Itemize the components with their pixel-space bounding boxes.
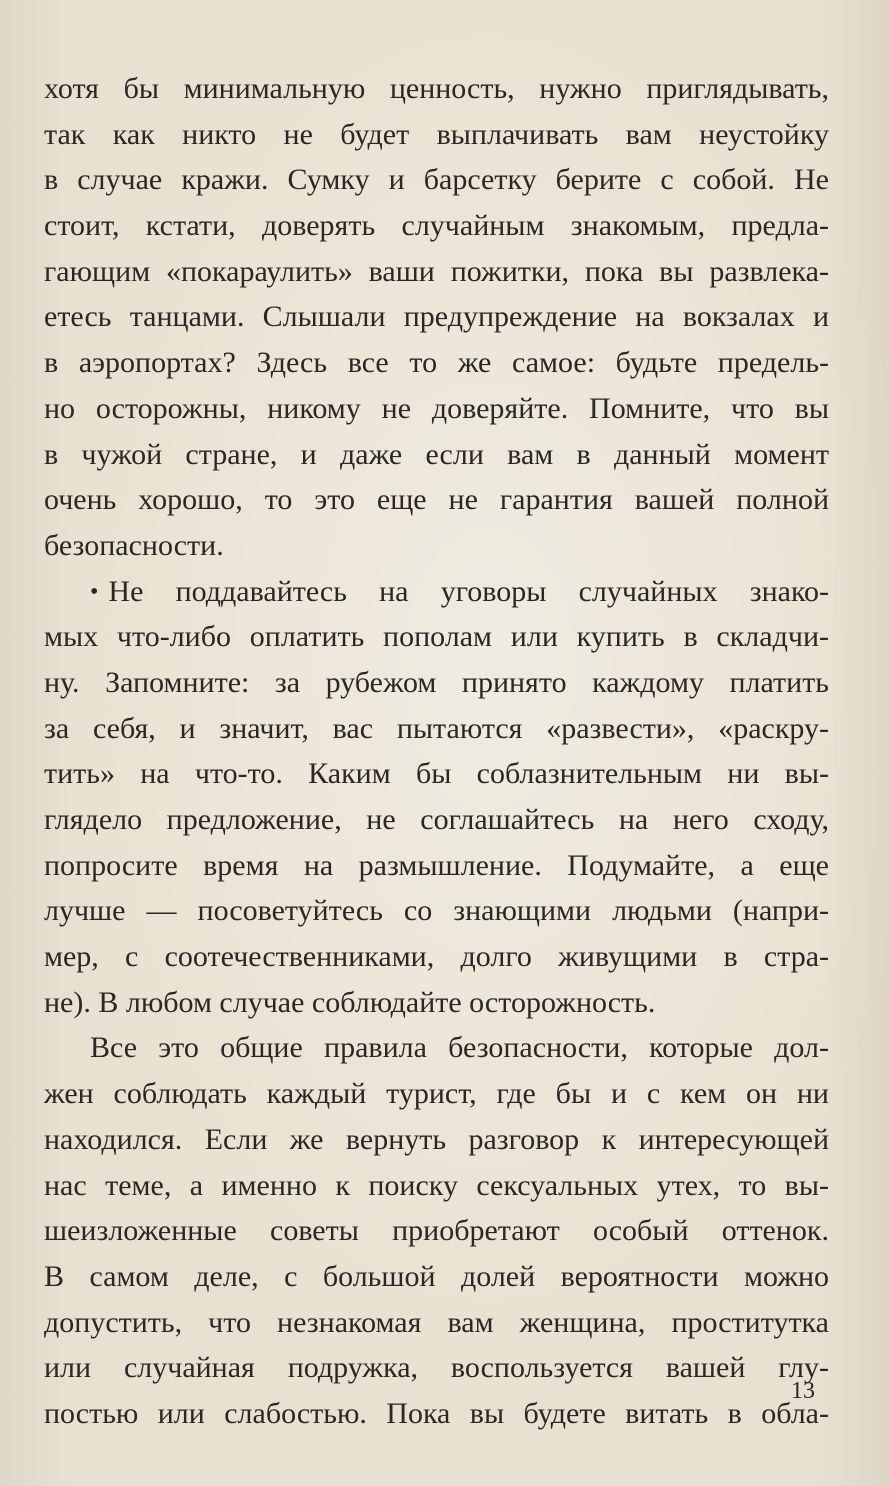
- text-line: шеизложенные советы приобретают особый оттенок.: [44, 1214, 829, 1248]
- text-line: так как никто не будет выплачивать вам неустойку: [44, 117, 829, 151]
- page-number: 13: [791, 1378, 815, 1404]
- text-line: в случае кражи. Сумку и барсетку берите с собой. Не: [44, 163, 829, 197]
- text-line: В самом деле, с большой долей вероятности можно: [44, 1259, 829, 1293]
- text-line: в аэропортах? Здесь все то же самое: будьте предель-: [44, 346, 829, 380]
- text-line: стоит, кстати, доверять случайным знакомым, предла-: [44, 209, 829, 243]
- text-line: хотя бы минимальную ценность, нужно приглядывать,: [44, 72, 829, 105]
- text-line: мых что-либо оплатить пополам или купить в складчи-: [44, 620, 829, 654]
- bullet-icon: •: [90, 578, 99, 605]
- paragraph-continuation: [44, 66, 829, 569]
- text-line: или случайная подружка, воспользуется вашей глу-: [44, 1351, 829, 1385]
- text-line: [44, 569, 829, 615]
- text-line: в чужой стране, и даже если вам в данный момент: [44, 437, 829, 471]
- text-line: глядело предложение, не соглашайтесь на него сходу,: [44, 803, 829, 836]
- text-line: постью или слабостью. Пока вы будете витать в обла-: [44, 1396, 829, 1430]
- text-line: попросите время на размышление. Подумайте, а еще: [44, 848, 829, 882]
- text-line: лучше — посоветуйтесь со знающими людьми (напри-: [44, 894, 829, 928]
- paragraph-bullet: [44, 569, 829, 1026]
- text-line: безопасности.: [44, 528, 224, 562]
- text-line-content: Не поддавайтесь на уговоры случайных знако-: [108, 574, 829, 608]
- paragraph-indented: [44, 1025, 829, 1436]
- text-line: Все это общие правила безопасности, которые дол-: [90, 1031, 829, 1065]
- text-line: находился. Если же вернуть разговор к интересующей: [44, 1122, 829, 1156]
- text-line: очень хорошо, то это еще не гарантия вашей полной: [44, 483, 829, 517]
- text-line: ну. Запомните: за рубежом принято каждому платить: [44, 665, 829, 699]
- text-line: допустить, что незнакомая вам женщина, проститутка: [44, 1305, 829, 1339]
- text-line: мер, с соотечественниками, долго живущими в стра-: [44, 940, 829, 974]
- text-line: тить» на что-то. Каким бы соблазнительным ни вы-: [44, 757, 829, 791]
- text-line: жен соблюдать каждый турист, где бы и с кем он ни: [44, 1077, 829, 1111]
- text-line: но осторожны, никому не доверяйте. Помните, что вы: [44, 391, 829, 425]
- text-line: гающим «покараулить» ваши пожитки, пока вы развлека-: [44, 254, 829, 288]
- text-line: не). В любом случае соблюдайте осторожность.: [44, 985, 656, 1019]
- body-text: [44, 66, 829, 1437]
- text-line: за себя, и значит, вас пытаются «развести», «раскру-: [44, 711, 829, 745]
- text-line: етесь танцами. Слышали предупреждение на вокзалах и: [44, 300, 829, 334]
- text-line: нас теме, а именно к поиску сексуальных утех, то вы-: [44, 1168, 829, 1202]
